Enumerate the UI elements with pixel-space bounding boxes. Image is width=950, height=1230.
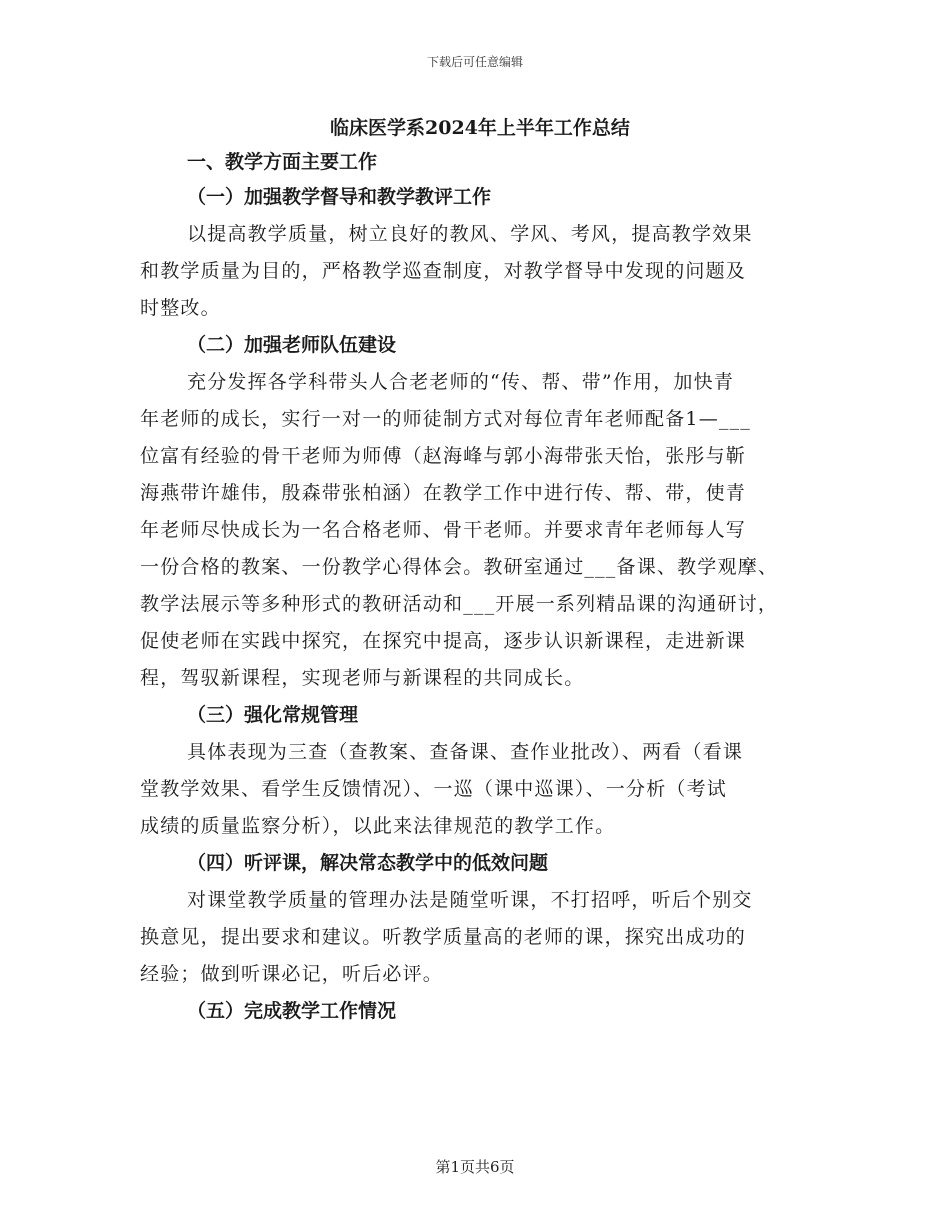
paragraph-line: 年老师的成长，实行一对一的师徒制方式对每位青年老师配备1—___ [140,408,751,430]
paragraph-line: 成绩的质量监察分析），以此来法律规范的教学工作。 [140,815,616,837]
paragraph-lesson-evaluation [140,882,825,993]
paragraph-line: 以提高教学质量，树立良好的教风、学风、考风，提高教学效果 [187,223,753,245]
subsection-heading-3: （三）强化常规管理 [187,704,359,726]
header-note: 下载后可任意编辑 [426,55,523,69]
paragraph-line: 海燕带许雄伟，殷森带张柏涵）在教学工作中进行传、帮、带，使青 [140,482,747,504]
paragraph-teaching-supervision [140,216,825,327]
paragraph-line: 程，驾驭新课程，实现老师与新课程的共同成长。 [140,667,585,689]
paragraph-line: 年老师尽快成长为一名合格老师、骨干老师。并要求青年老师每人写 [140,519,747,541]
subsection-heading-1: （一）加强教学督导和教学教评工作 [187,186,492,208]
paragraph-line: 教学法展示等多种形式的教研活动和___开展一系列精品课的沟通研讨， [140,593,779,615]
section-heading-1: 一、教学方面主要工作 [187,151,378,173]
paragraph-line: 位富有经验的骨干老师为师傅（赵海峰与郭小海带张天怡，张彤与靳 [140,445,747,467]
paragraph-line: 经验；做到听课必记，听后必评。 [140,963,444,985]
paragraph-line: 和教学质量为目的，严格教学巡查制度，对教学督导中发现的问题及 [140,260,747,282]
paragraph-routine-management [140,734,825,845]
subsection-heading-4: （四）听评课，解决常态教学中的低效问题 [187,852,549,874]
paragraph-line: 促使老师在实践中探究，在探究中提高，逐步认识新课程，走进新课 [140,630,747,652]
document-body [140,111,825,1030]
paragraph-teacher-team [140,364,825,697]
paragraph-line: 换意见，提出要求和建议。听教学质量高的老师的课，探究出成功的 [140,926,747,948]
paragraph-line: 对课堂教学质量的管理办法是随堂听课，不打招呼，听后个别交 [187,889,753,911]
paragraph-line: 堂教学效果、看学生反馈情况）、一巡（课中巡课）、一分析（考试 [140,778,728,800]
page-number: 第1页共6页 [435,1158,515,1176]
document-title: 临床医学系2024年上半年工作总结 [330,117,630,139]
paragraph-line: 具体表现为三查（查教案、查备课、查作业批改）、两看（看课 [187,741,744,763]
paragraph-line: 时整改。 [140,297,221,319]
paragraph-line: 充分发挥各学科带头人合老老师的“传、帮、带”作用，加快青 [187,371,735,393]
subsection-heading-5: （五）完成教学工作情况 [187,1000,397,1022]
paragraph-line: 一份合格的教案、一份教学心得体会。教研室通过___备课、教学观摩、 [140,556,779,578]
subsection-heading-2: （二）加强老师队伍建设 [187,334,397,356]
